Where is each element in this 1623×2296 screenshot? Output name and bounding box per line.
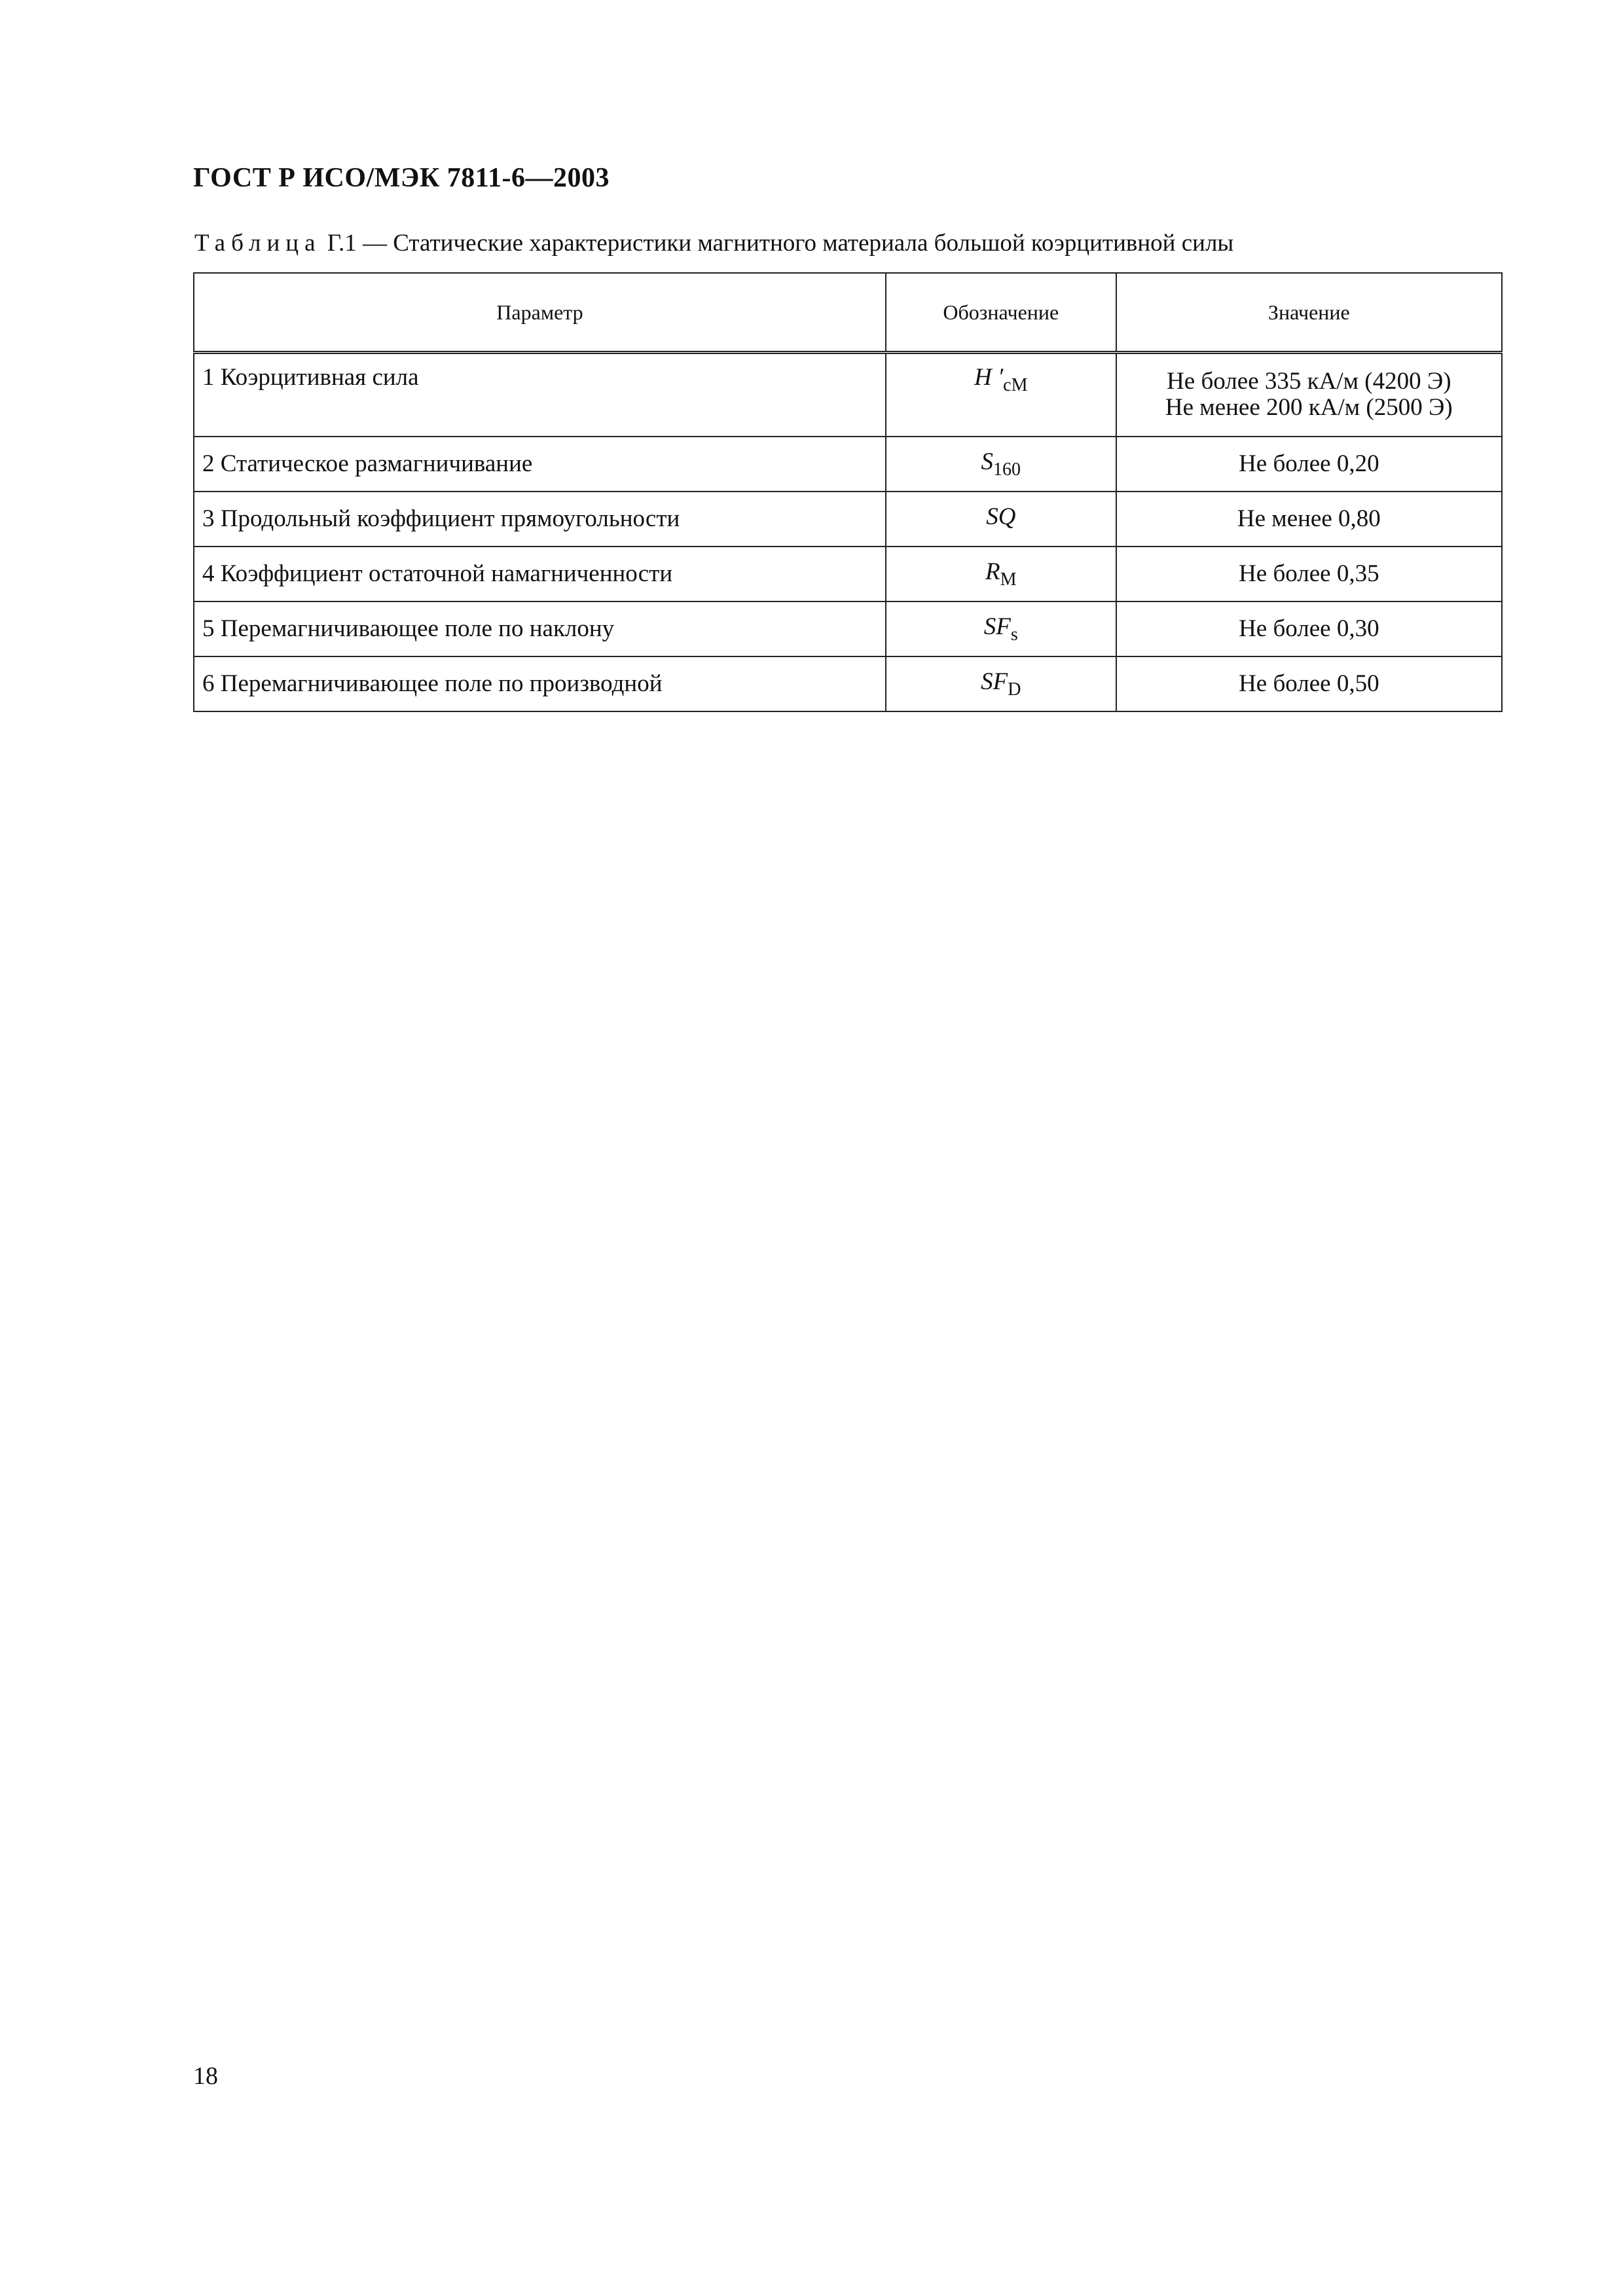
table-row	[194, 547, 1502, 601]
parameter-cell: 6 Перемагничивающее поле по производной	[194, 656, 886, 711]
symbol-main: S	[981, 448, 994, 475]
value-cell	[1116, 353, 1502, 437]
table-header-row	[194, 273, 1502, 353]
symbol-subscript: 160	[993, 459, 1021, 480]
table-caption	[194, 229, 1233, 257]
parameter-cell: 3 Продольный коэффициент прямоугольности	[194, 492, 886, 547]
symbol-main: R	[985, 558, 1000, 585]
table-row	[194, 601, 1502, 656]
table-caption-text: Г.1 — Статические характеристики магнитного материала большой коэрцитивной силы	[321, 230, 1234, 257]
value-cell: Не более 0,20	[1116, 437, 1502, 492]
symbol-main: SF	[983, 613, 1011, 640]
symbol-subscript: cM	[1003, 375, 1028, 395]
value-cell: Не более 0,35	[1116, 547, 1502, 601]
symbol-main: H ′	[974, 364, 1004, 391]
symbol-main: SQ	[986, 503, 1016, 530]
symbol-cell	[886, 601, 1116, 656]
value-cell: Не более 0,50	[1116, 656, 1502, 711]
symbol-subscript: M	[1000, 569, 1017, 590]
table-row	[194, 353, 1502, 437]
page-number: 18	[193, 2062, 218, 2090]
parameter-cell: 2 Статическое размагничивание	[194, 437, 886, 492]
value-cell: Не менее 0,80	[1116, 492, 1502, 547]
document-header: ГОСТ Р ИСО/МЭК 7811-6—2003	[193, 163, 610, 193]
symbol-main: SF	[981, 668, 1008, 695]
parameter-cell: 1 Коэрцитивная сила	[194, 353, 886, 437]
value-line: Не менее 200 кА/м (2500 Э)	[1165, 394, 1453, 422]
value-cell: Не более 0,30	[1116, 601, 1502, 656]
column-header-value: Значение	[1116, 273, 1502, 353]
symbol-cell	[886, 547, 1116, 601]
parameter-cell: 4 Коэффициент остаточной намагниченности	[194, 547, 886, 601]
symbol-subscript: D	[1008, 679, 1021, 700]
column-header-parameter: Параметр	[194, 273, 886, 353]
symbol-cell	[886, 437, 1116, 492]
symbol-cell	[886, 656, 1116, 711]
table-row	[194, 656, 1502, 711]
value-line: Не более 335 кА/м (4200 Э)	[1167, 368, 1451, 395]
column-header-symbol: Обозначение	[886, 273, 1116, 353]
parameter-cell: 5 Перемагничивающее поле по наклону	[194, 601, 886, 656]
symbol-cell	[886, 353, 1116, 437]
table-caption-label: Таблица	[194, 230, 321, 257]
symbol-subscript: s	[1010, 624, 1018, 645]
symbol-cell	[886, 492, 1116, 547]
parameters-table	[193, 272, 1503, 712]
table-row	[194, 492, 1502, 547]
table-row	[194, 437, 1502, 492]
